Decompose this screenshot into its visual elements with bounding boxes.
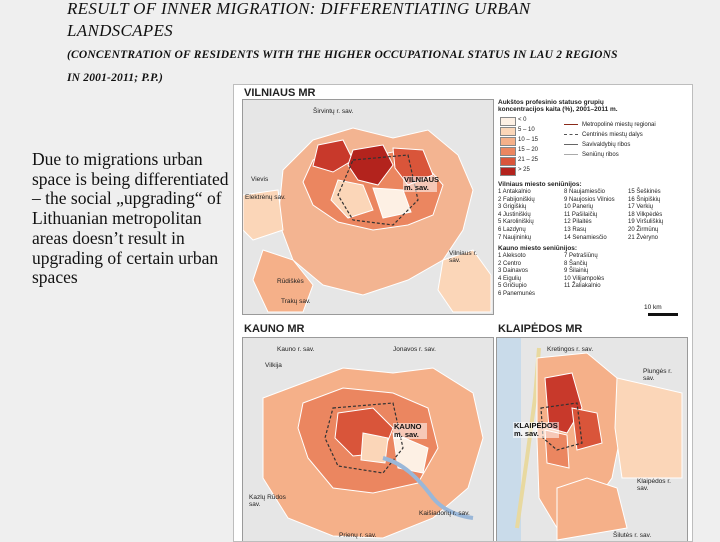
slide-title: RESULT OF INNER MIGRATION: DIFFERENTIATING URBAN LANDSCAPES [67,0,531,40]
legend-class: 10 – 15 [498,135,688,145]
vilnius-panel-title: VILNIAUS MR [244,87,316,99]
legend-class: > 25 [498,165,688,175]
legend-class: < 0 [498,115,688,125]
legend-vilnius-item: 15 Šeškinės 16 Šnipiškių 17 Verkių 18 Vilkpėdės 19 Viršuliškių 20 Žirmūnų 21 Žvėryno [628,189,664,241]
legend-kaunas-item: 7 Petrašiūnų 8 Šančių 9 Šilainių 10 Vilijampolės 11 Žaliakalnio [564,253,605,290]
label-vilnius-city: VILNIAUS m. sav. [404,175,440,192]
slide-body-text: Due to migrations urban space is being differentiated – the social „upgrading“ of Lithuanian metropolitan areas doesn’t result in upgrading of certain urban spaces [32,149,229,288]
legend-class: 21 – 25 [498,155,688,165]
legend-kaunas-item: 1 Aleksoto 2 Centro 3 Dainavos 4 Eigulių 5 Gričiupio 6 Panemunės [498,253,536,297]
label-rudiskes: Rūdiškės [277,278,304,285]
legend-line: Savivaldybių ribos [564,141,630,149]
slide-subtitle: (CONCENTRATION OF RESIDENTS WITH THE HIGHER OCCUPATIONAL STATUS IN LAU 2 REGIONS IN 2001-2011; P.P.) [67,49,618,84]
label-kauno-r: Kauno r. sav. [277,346,315,353]
legend-title: Aukštos profesinio statuso grupių koncentracijos kaita (%), 2001–2011 m. [498,99,618,113]
scale-label: 10 km [644,304,662,311]
label-kaisiadoriu: Kaišiadorių r. sav. [419,510,470,517]
label-klaipedos-r: Klaipėdos r. sav. [637,478,671,492]
legend-vilnius-item: 1 Antakalnio 2 Fabijoniškių 3 Grigiškių 4 Justiniškių 5 Karoliniškių 6 Lazdynų 7 Naujininkų [498,189,535,241]
legend-line: Centrinės miestų dalys [564,131,643,139]
label-jonavos: Jonavos r. sav. [393,346,436,353]
label-silutes: Šilutės r. sav. [613,532,652,539]
kaunas-panel-title: KAUNO MR [244,323,305,335]
label-kazlu: Kazlų Rūdos sav. [249,494,286,508]
legend-line: Seniūnų ribos [564,151,619,159]
scale-bar [648,313,678,316]
legend-line: Metropolinė miestų regionai [564,121,656,129]
legend-class: 15 – 20 [498,145,688,155]
legend-class: 5 – 10 [498,125,688,135]
label-kretingos: Kretingos r. sav. [547,346,594,353]
label-prienu: Prienų r. sav. [339,532,377,539]
klaipeda-panel-title: KLAIPĖDOS MR [498,323,583,335]
label-traku: Trakų sav. [281,298,311,305]
label-vilkija: Vilkija [265,362,282,369]
legend-kaunas-section: Kauno miesto seniūnijos: [498,245,578,252]
klaipeda-map [496,337,688,542]
label-elektrenu: Elektrėnų sav. [245,194,286,201]
label-sirvintu: Širvintų r. sav. [313,108,354,115]
kaunas-map [242,337,494,542]
label-vievis: Vievis [251,176,269,183]
label-kaunas-city: KAUNO m. sav. [393,423,427,439]
legend-vilnius-item: 8 Naujamiesčio 9 Naujosios Vilnios 10 Panerių 11 Pašilaičių 12 Pilaitės 13 Rasų 14 Senamiesčio [564,189,615,241]
map-legend [498,99,688,321]
migration-map-figure [233,84,693,542]
label-vilniaus-rsav: Vilniaus r. sav. [449,250,478,264]
label-plunges: Plungės r. sav. [643,368,672,382]
vilnius-map [242,99,494,315]
legend-vilnius-section: Vilniaus miesto seniūnijos: [498,181,582,188]
label-klaipeda-city: KLAIPĖDOS m. sav. [514,421,558,438]
